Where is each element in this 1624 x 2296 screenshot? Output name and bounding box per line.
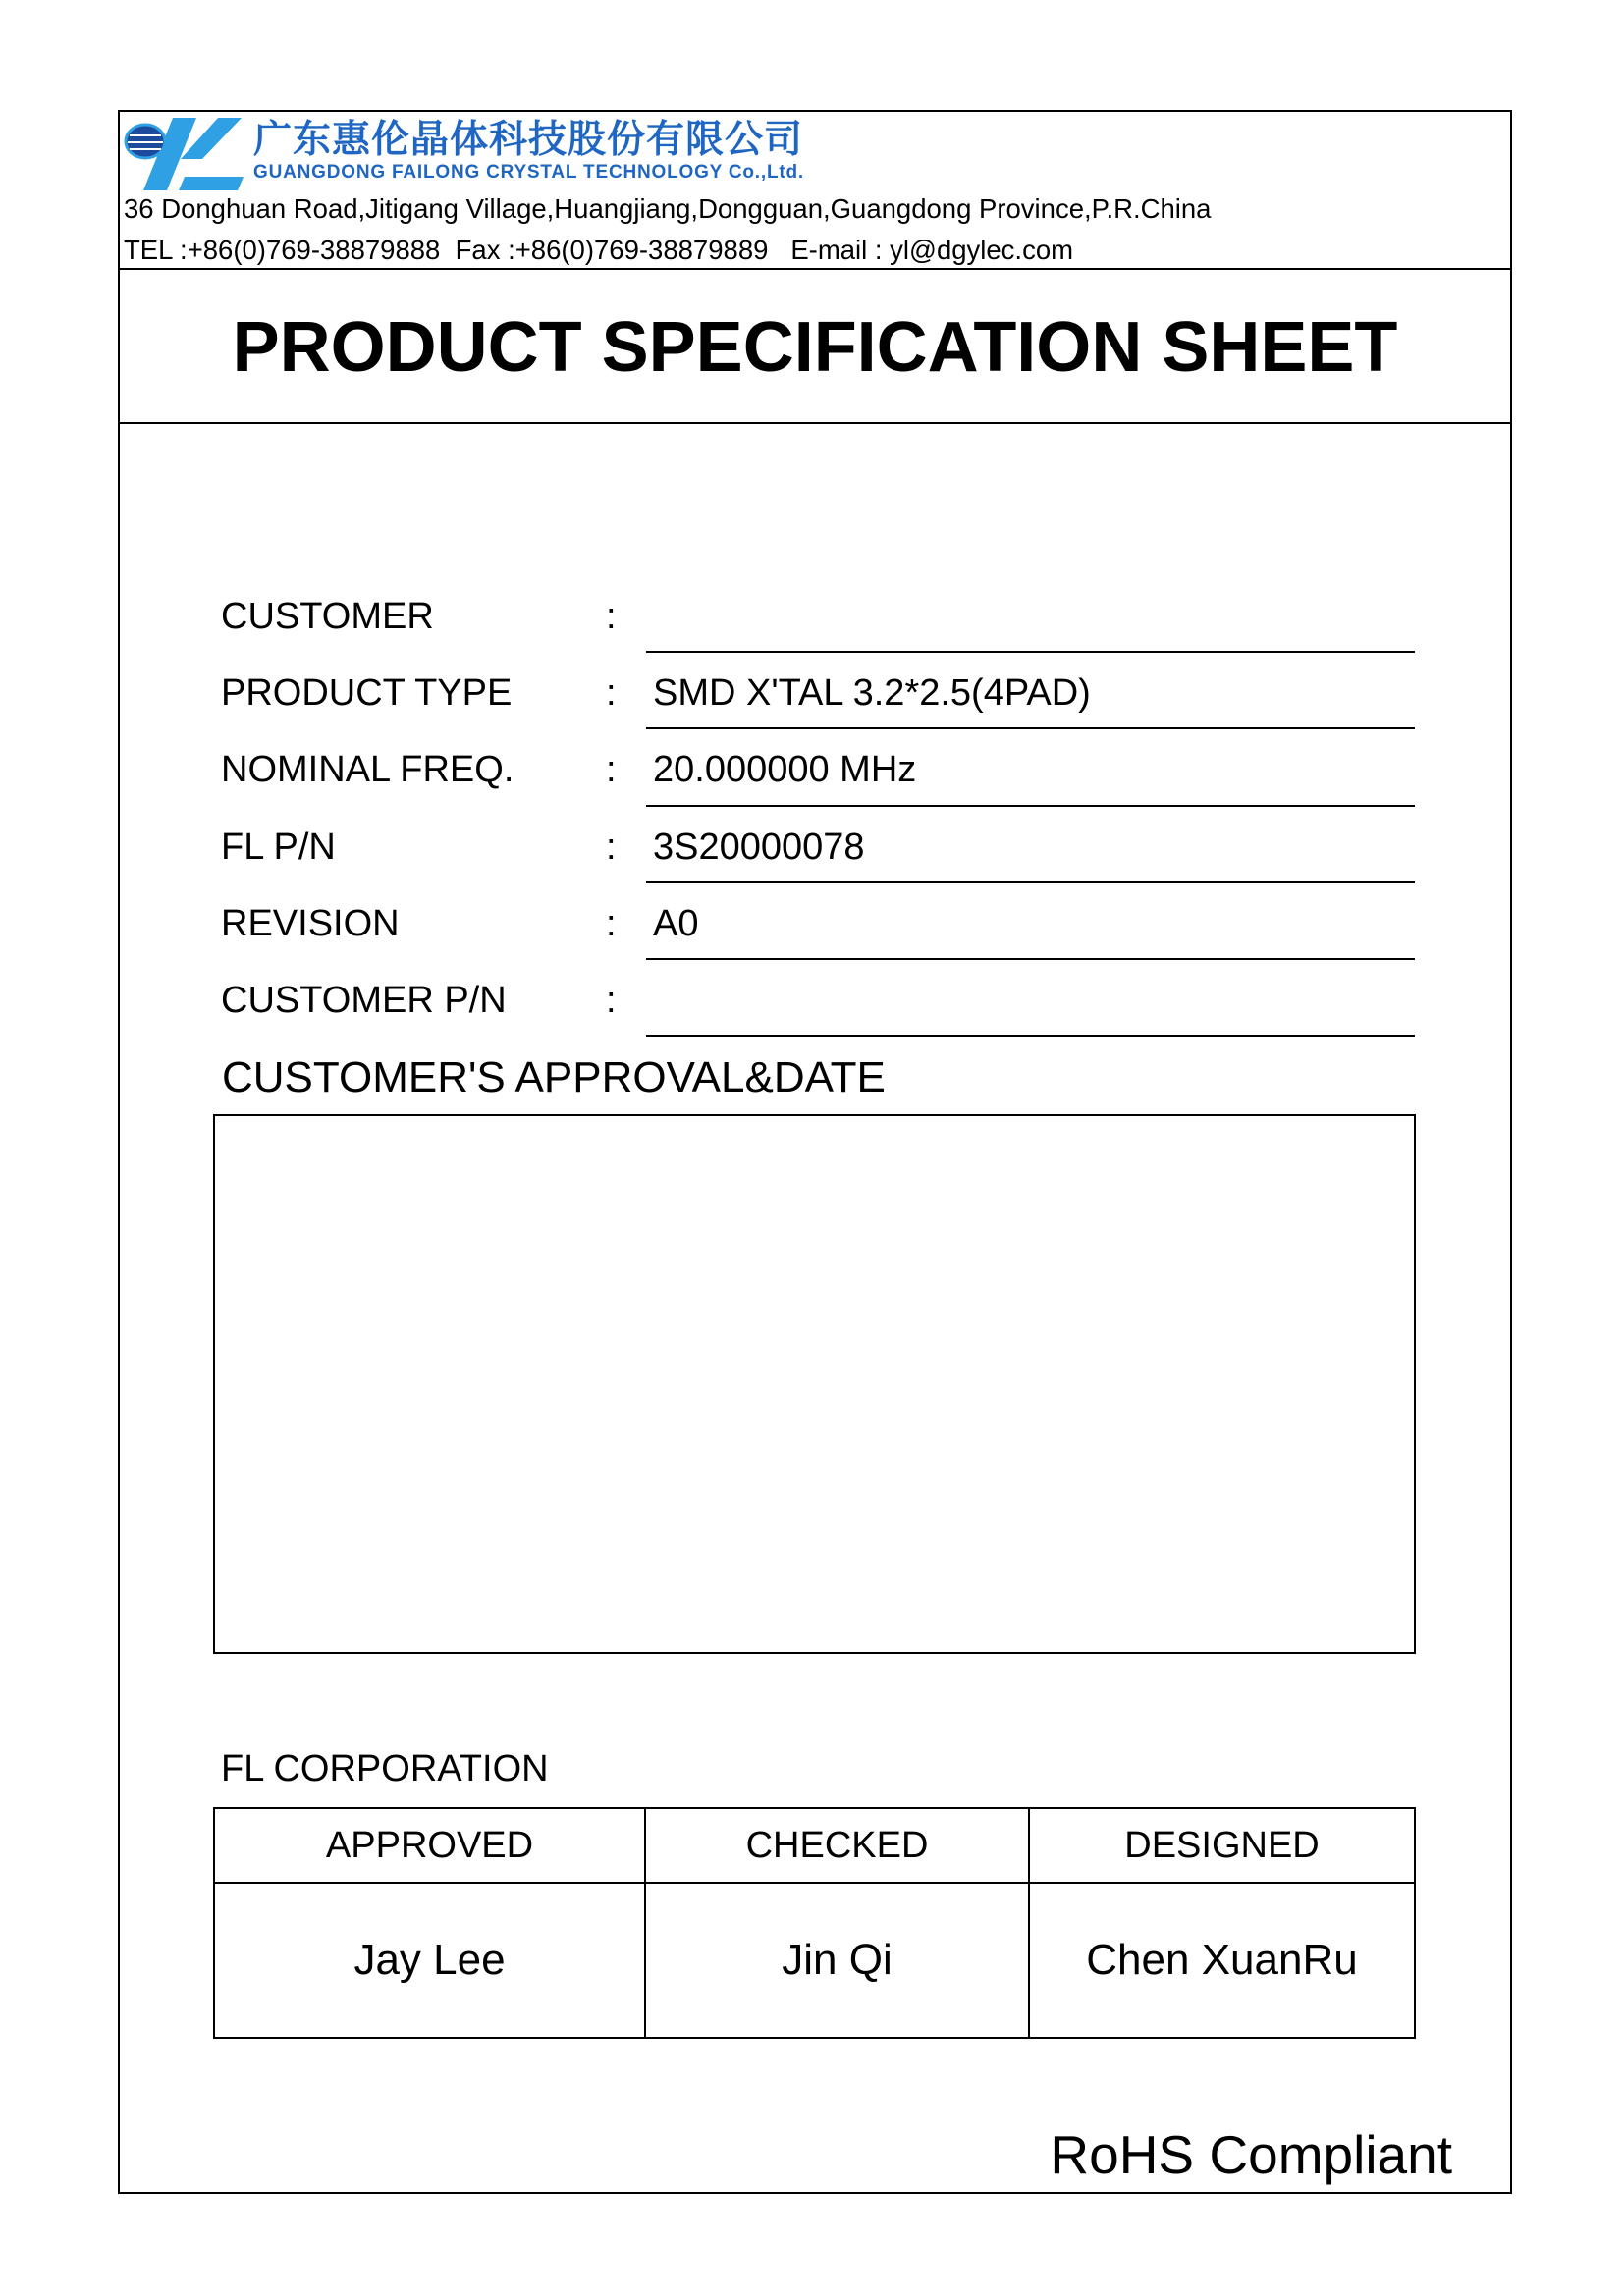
field-value: 20.000000 MHz — [653, 749, 917, 791]
designed-name: Chen XuanRu — [1086, 1936, 1358, 1984]
spec-fields — [221, 576, 1415, 1037]
field-value-line — [646, 653, 1415, 729]
field-label: FL P/N — [221, 826, 336, 868]
field-label: CUSTOMER — [221, 596, 434, 637]
company-name-cn: 广东惠伦晶体科技股份有限公司 — [253, 118, 804, 162]
company-name-en: GUANGDONG FAILONG CRYSTAL TECHNOLOGY Co.,Ltd. — [253, 162, 804, 183]
field-value-line — [646, 576, 1415, 653]
field-product-type — [221, 653, 1415, 729]
header-divider — [118, 268, 1512, 270]
field-value: A0 — [653, 902, 699, 944]
field-value-line — [646, 807, 1415, 883]
approval-heading: CUSTOMER'S APPROVAL&DATE — [222, 1053, 886, 1101]
page-title: PRODUCT SPECIFICATION SHEET — [232, 308, 1398, 387]
field-revision — [221, 883, 1415, 960]
field-separator: : — [606, 596, 617, 637]
column-header-checked: CHECKED — [646, 1809, 1030, 1884]
field-fl-pn — [221, 807, 1415, 883]
signoff-table — [213, 1807, 1416, 2039]
corporation-heading: FL CORPORATION — [221, 1748, 549, 1789]
field-separator: : — [606, 749, 617, 791]
title-divider — [118, 422, 1512, 424]
company-address: 36 Donghuan Road,Jitigang Village,Huangjiang,Dongguan,Guangdong Province,P.R.China — [124, 193, 1212, 224]
field-value: 3S20000078 — [653, 826, 865, 868]
field-customer — [221, 576, 1415, 653]
column-header-designed: DESIGNED — [1030, 1809, 1414, 1884]
field-label: PRODUCT TYPE — [221, 672, 513, 715]
field-customer-pn — [221, 960, 1415, 1037]
field-separator: : — [606, 979, 617, 1021]
field-label: NOMINAL FREQ. — [221, 749, 514, 791]
field-label: REVISION — [221, 902, 400, 944]
field-separator: : — [606, 672, 617, 715]
field-separator: : — [606, 902, 617, 944]
field-value-line — [646, 883, 1415, 960]
checked-name: Jin Qi — [646, 1884, 1030, 2037]
field-separator: : — [606, 826, 617, 868]
field-value-line — [646, 960, 1415, 1037]
company-logo-icon — [124, 116, 244, 192]
field-value-line — [646, 729, 1415, 806]
field-nominal-freq — [221, 729, 1415, 806]
rohs-compliance-label: RoHS Compliant — [1050, 2124, 1452, 2185]
approval-box — [213, 1114, 1416, 1654]
approved-name: Jay Lee — [215, 1884, 646, 2037]
company-contact: TEL :+86(0)769-38879888 Fax :+86(0)769-38879889 E-mail : yl@dgylec.com — [124, 235, 1074, 265]
column-header-approved: APPROVED — [215, 1809, 646, 1884]
field-label: CUSTOMER P/N — [221, 979, 507, 1021]
field-value: SMD X'TAL 3.2*2.5(4PAD) — [653, 672, 1091, 715]
